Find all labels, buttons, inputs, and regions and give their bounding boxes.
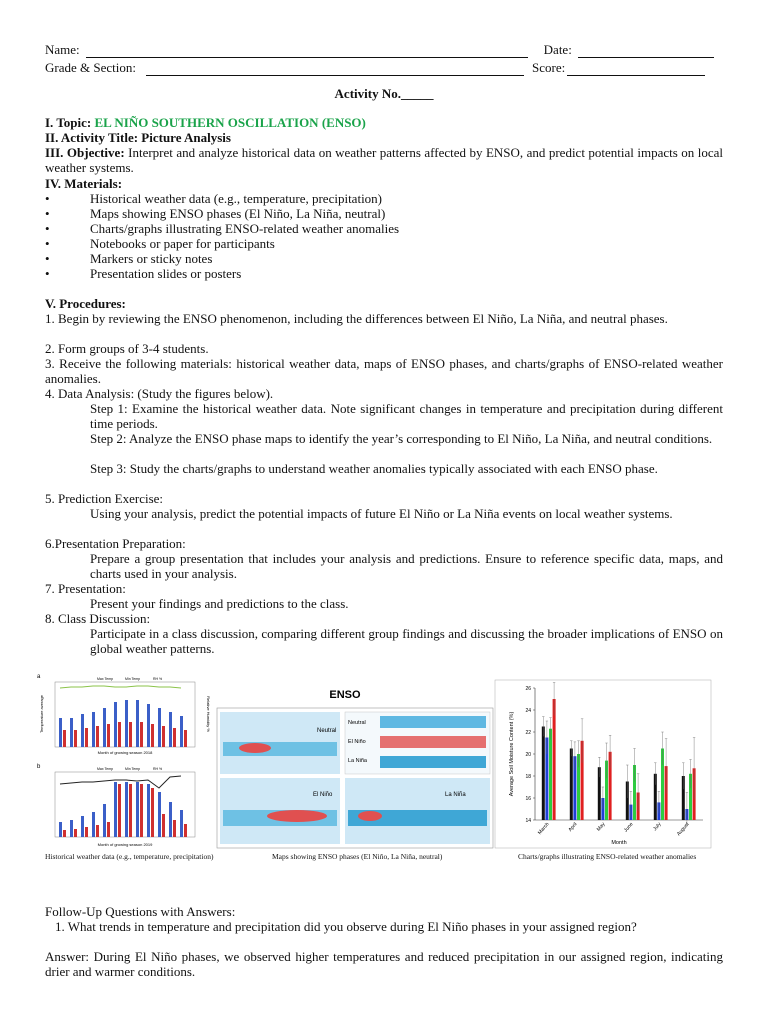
list-item: • Historical weather data (e.g., temperature, precipitation) — [45, 191, 383, 206]
objective-label: III. Objective: — [45, 145, 125, 160]
chart-b-legend-rh: RH % — [153, 767, 163, 771]
elnino-map — [220, 778, 340, 844]
header-block — [45, 40, 723, 76]
y-axis-label: Average Soil Moisture Content (%) — [509, 711, 515, 797]
x-axis-label: Month — [611, 840, 627, 846]
grade-field[interactable] — [146, 63, 524, 76]
chart-a-legend-max: Max Temp — [97, 677, 114, 681]
y-tick-label: 20 — [525, 752, 531, 758]
enso-title: ENSO — [329, 689, 361, 701]
material-item: Charts/graphs illustrating ENSO-related weather anomalies — [90, 221, 400, 236]
chart-a-xlabel: Month of growing season 2018 — [97, 750, 153, 755]
material-item: Notebooks or paper for participants — [90, 236, 275, 251]
x-tick-label: July — [652, 821, 663, 833]
x-tick-label: March — [536, 821, 551, 836]
material-item: Markers or sticky notes — [90, 251, 213, 266]
lanina-map — [345, 778, 490, 844]
caption-charts: Charts/graphs illustrating ENSO-related weather anomalies — [518, 852, 697, 861]
phase-panels — [345, 712, 490, 774]
procedure-8: 8. Class Discussion: — [45, 611, 151, 626]
material-item: Maps showing ENSO phases (El Niño, La Niña, neutral) — [90, 206, 386, 221]
procedure-5: 5. Prediction Exercise: — [45, 491, 164, 506]
name-field[interactable] — [86, 45, 528, 58]
score-field[interactable] — [567, 63, 705, 76]
list-item: • Charts/graphs illustrating ENSO-related weather anomalies — [45, 221, 400, 236]
phase-elnino-label: El Niño — [348, 739, 366, 745]
followup-question-1: 1. What trends in temperature and precipitation did you observe during El Niño phases in your assigned region? — [55, 919, 637, 934]
list-item: • Markers or sticky notes — [45, 251, 213, 266]
x-tick-label: June — [622, 821, 635, 834]
step-3: Step 3: Study the charts/graphs to understand weather anomalies typically associated with each ENSO phase. — [90, 461, 658, 476]
topic-value: EL NIÑO SOUTHERN OSCILLATION (ENSO) — [94, 115, 366, 130]
step-2: Step 2: Analyze the ENSO phase maps to identify the year’s corresponding to El Niño, La Niña, and neutral conditions. — [90, 431, 713, 446]
bar — [570, 749, 573, 821]
x-tick-label: August — [675, 821, 691, 838]
chart-b-xlabel: Month of growing season 2019 — [97, 842, 153, 847]
elnino-map-label: El Niño — [313, 792, 333, 798]
x-tick-label: April — [567, 821, 579, 833]
date-label: Date: — [543, 42, 572, 57]
chart-a-y2label: Relative Humidity % — [206, 696, 211, 732]
y-tick-label: 16 — [525, 796, 531, 802]
followup-answer-1: Answer: During El Niño phases, we observed higher temperatures and reduced precipitation in our assigned region, indicating drier and warmer conditions. — [45, 949, 723, 979]
neutral-map-label: Neutral — [317, 728, 337, 734]
phase-neutral-label: Neutral — [348, 720, 366, 726]
chart-a-ylabel: Temperature average — [39, 694, 44, 734]
historical-chart-a — [37, 674, 211, 755]
historical-chart-b — [37, 764, 195, 847]
procedure-7: 7. Presentation: — [45, 581, 126, 596]
soil-moisture-chart — [495, 680, 711, 848]
step-1: Step 1: Examine the historical weather data. Note significant changes in temperature and precipitation during different time periods. — [90, 401, 723, 431]
score-label: Score: — [531, 60, 566, 75]
procedures-label: V. Procedures: — [45, 296, 126, 311]
objective-text: Interpret and analyze historical data on weather patterns affected by ENSO, and predict potential impacts on local weather systems. — [45, 145, 723, 175]
date-field[interactable] — [578, 45, 714, 58]
objective-line — [45, 145, 723, 175]
materials-label: IV. Materials: — [45, 176, 123, 191]
chart-b-label: b — [37, 764, 41, 770]
procedure-5-text: Using your analysis, predict the potential impacts of future El Niño or La Niña events on local weather systems. — [90, 506, 673, 521]
title-value: Picture Analysis — [141, 130, 231, 145]
y-tick-label: 26 — [525, 686, 531, 692]
procedure-4: 4. Data Analysis: (Study the figures below). — [45, 386, 274, 401]
topic-line — [45, 115, 723, 130]
y-tick-label: 14 — [525, 818, 531, 824]
x-tick-label: May — [595, 821, 607, 833]
topic-label: I. Topic: — [45, 115, 92, 130]
bar — [542, 727, 545, 821]
procedure-7-text: Present your findings and predictions to the class. — [90, 596, 349, 611]
procedure-3: 3. Receive the following materials: historical weather data, maps of ENSO phases, and charts/graphs of ENSO-related weather anomalies. — [45, 356, 723, 386]
caption-maps: Maps showing ENSO phases (El Niño, La Niña, neutral) — [272, 852, 443, 861]
title-label: II. Activity Title: — [45, 130, 139, 145]
procedure-8-text: Participate in a class discussion, comparing different group findings and discussing the broader implications of ENSO on global weather patterns. — [90, 626, 723, 656]
name-label: Name: — [45, 42, 80, 57]
phase-lanina-label: La Niña — [348, 758, 367, 764]
chart-b-legend-max: Max Temp — [97, 767, 114, 771]
lanina-map-label: La Niña — [445, 792, 466, 798]
y-tick-label: 18 — [525, 774, 531, 780]
materials-list — [45, 191, 723, 281]
list-item: • Maps showing ENSO phases (El Niño, La Niña, neutral) — [45, 206, 386, 221]
y-tick-label: 22 — [525, 730, 531, 736]
grade-label: Grade & Section: — [45, 60, 136, 75]
title-line — [45, 130, 723, 145]
followup-title: Follow-Up Questions with Answers: — [45, 904, 236, 919]
neutral-map — [220, 712, 340, 774]
activity-number: Activity No._____ — [334, 86, 434, 101]
procedure-6: 6.Presentation Preparation: — [45, 536, 186, 551]
chart-b-legend-min: Min Temp — [125, 767, 141, 771]
caption-historical: Historical weather data (e.g., temperature, precipitation) — [45, 852, 214, 861]
chart-a-label: a — [37, 674, 41, 680]
list-item: • Presentation slides or posters — [45, 266, 242, 281]
bar — [553, 699, 556, 820]
y-tick-label: 24 — [525, 708, 531, 714]
chart-a-legend-min: Min Temp — [125, 677, 141, 681]
list-item: • Notebooks or paper for participants — [45, 236, 275, 251]
bar — [549, 729, 552, 820]
material-item: Presentation slides or posters — [90, 266, 242, 281]
procedure-6-text: Prepare a group presentation that includes your analysis and predictions. Ensure to reference specific data, maps, and charts used in your analysis. — [90, 551, 723, 581]
figures-strip — [35, 672, 725, 872]
procedure-2: 2. Form groups of 3-4 students. — [45, 341, 209, 356]
material-item: Historical weather data (e.g., temperature, precipitation) — [90, 191, 383, 206]
chart-a-legend-rh: RH % — [153, 677, 163, 681]
enso-maps — [217, 689, 493, 848]
procedure-1: 1. Begin by reviewing the ENSO phenomenon, including the differences between El Niño, La Niña, and neutral phases. — [45, 311, 668, 326]
